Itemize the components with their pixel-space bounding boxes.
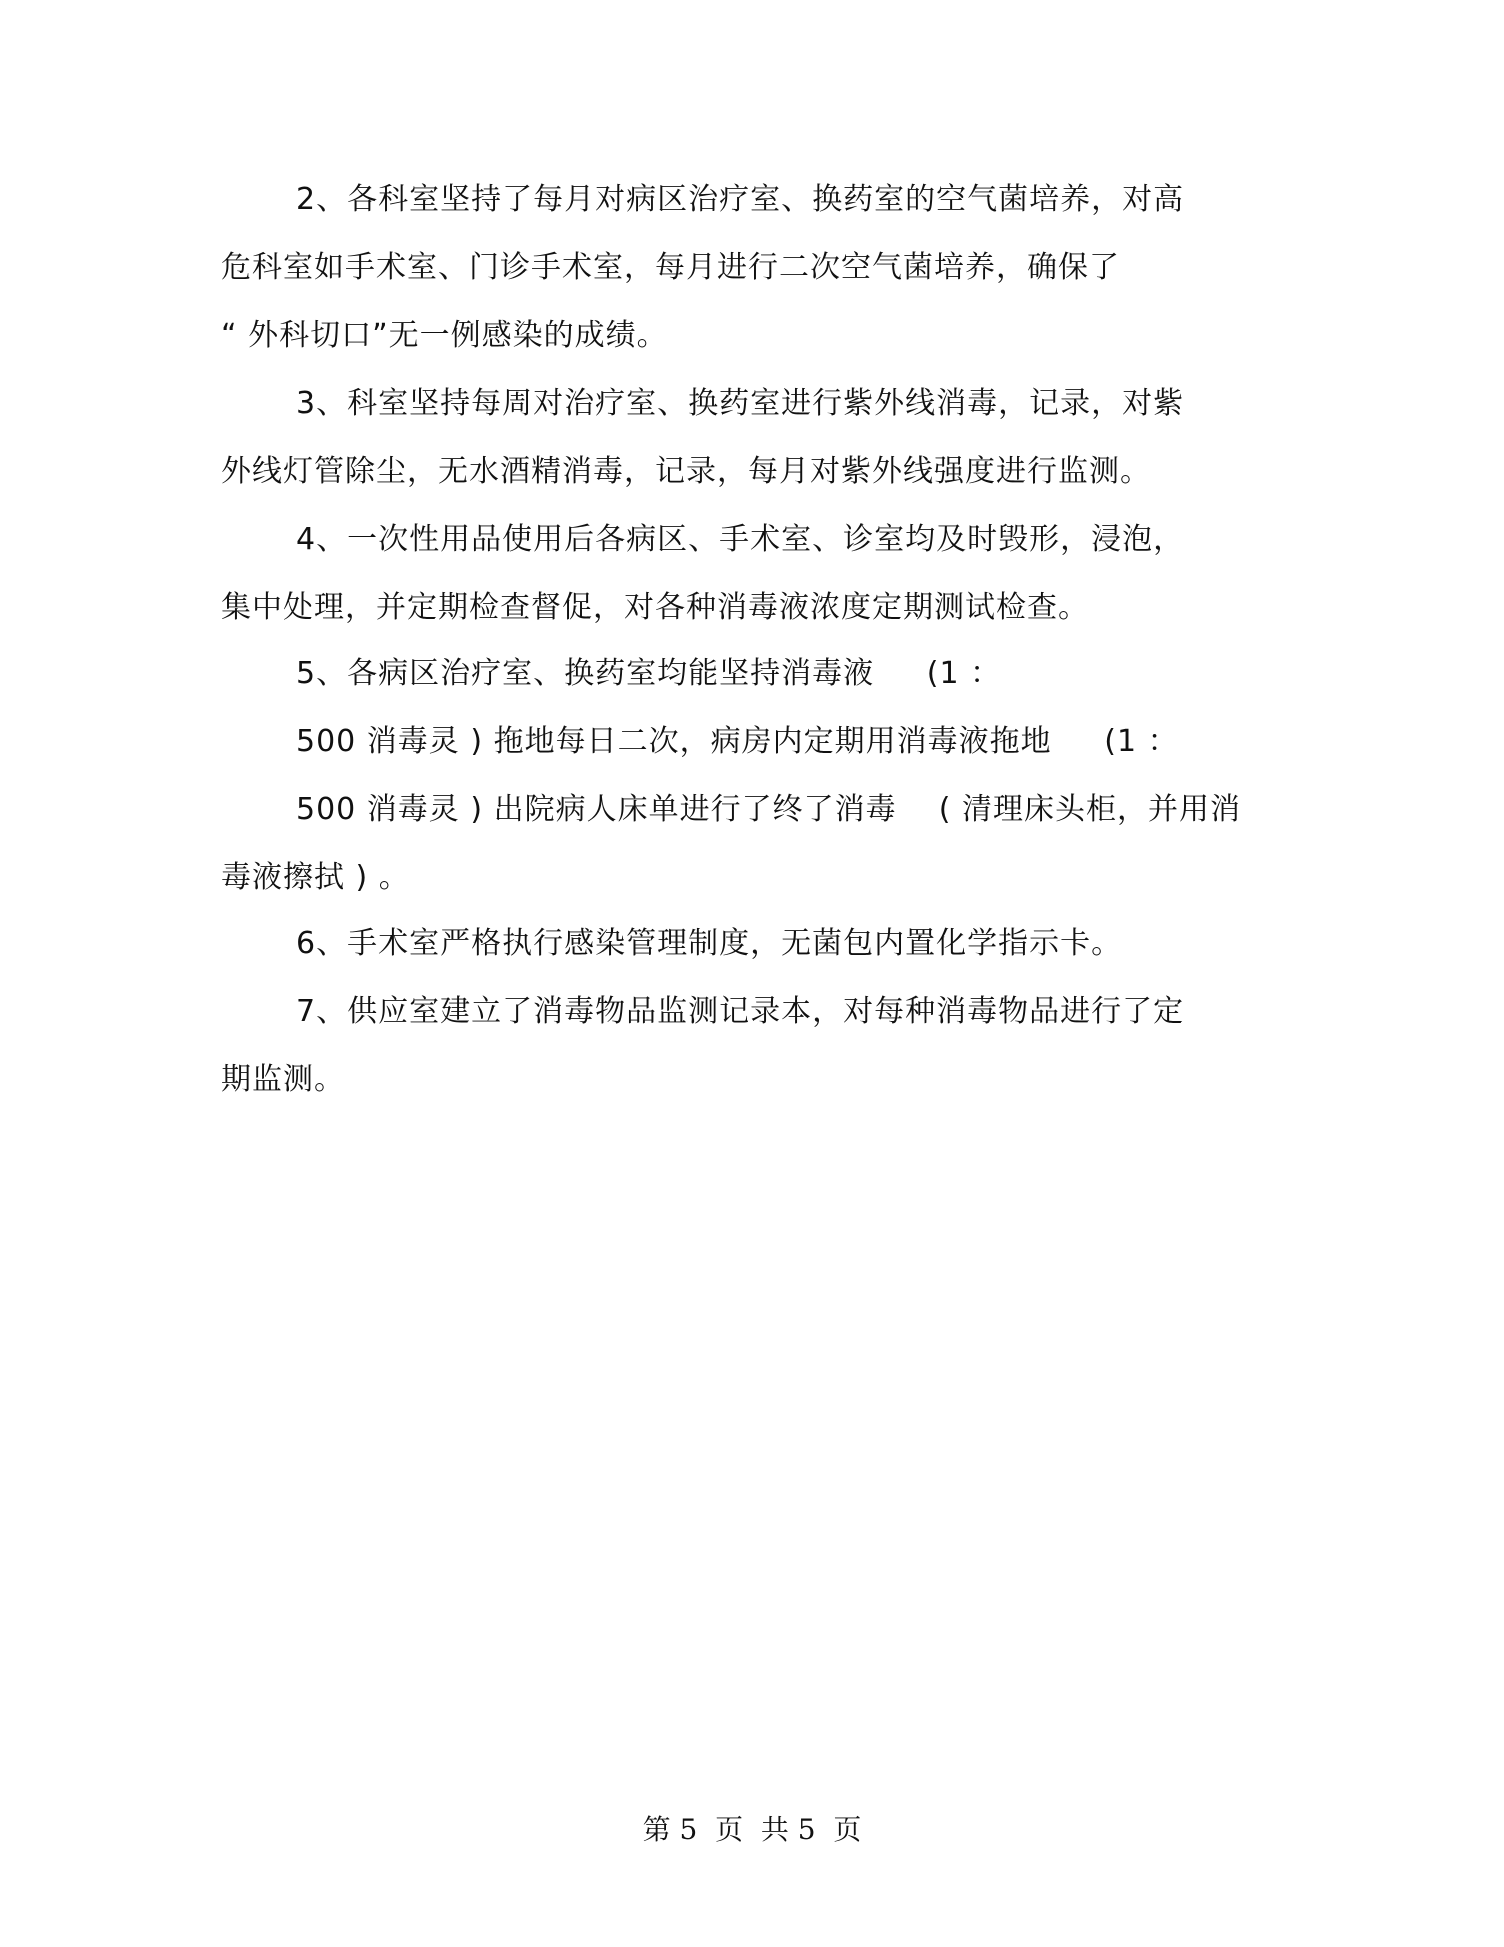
paragraph-6-line-1: 6、手术室严格执行感染管理制度，无菌包内置化学指示卡。 [296,926,1123,961]
paragraph-4-line-1: 4、一次性用品使用后各病区、手术室、诊室均及时毁形，浸泡， [296,522,1185,557]
paragraph-2-line-2: 危科室如手术室、门诊手术室，每月进行二次空气菌培养，确保了 [221,250,1120,285]
paragraph-5-line-3: 500 消毒灵 ) 出院病人床单进行了终了消毒 ( 清理床头柜，并用消 [296,792,1241,827]
paragraph-5-line-1: 5、各病区治疗室、换药室均能坚持消毒液 (1 ： [296,656,1002,691]
paragraph-4-line-2: 集中处理，并定期检查督促，对各种消毒液浓度定期测试检查。 [221,590,1089,625]
paragraph-2-line-3: “ 外科切口”无一例感染的成绩。 [221,318,668,353]
paragraph-3-line-1: 3、科室坚持每周对治疗室、换药室进行紫外线消毒，记录，对紫 [296,386,1185,421]
paragraph-5-line-4: 毒液擦拭 ) 。 [221,860,410,895]
paragraph-3-line-2: 外线灯管除尘，无水酒精消毒，记录，每月对紫外线强度进行监测。 [221,454,1151,489]
page-number-footer: 第 5 页 共 5 页 [642,1813,862,1846]
paragraph-7-line-2: 期监测。 [221,1062,345,1097]
paragraph-5-line-2: 500 消毒灵 ) 拖地每日二次，病房内定期用消毒液拖地 (1 ： [296,724,1179,759]
paragraph-7-line-1: 7、供应室建立了消毒物品监测记录本，对每种消毒物品进行了定 [296,994,1185,1029]
paragraph-2-line-1: 2、各科室坚持了每月对病区治疗室、换药室的空气菌培养，对高 [296,182,1185,217]
